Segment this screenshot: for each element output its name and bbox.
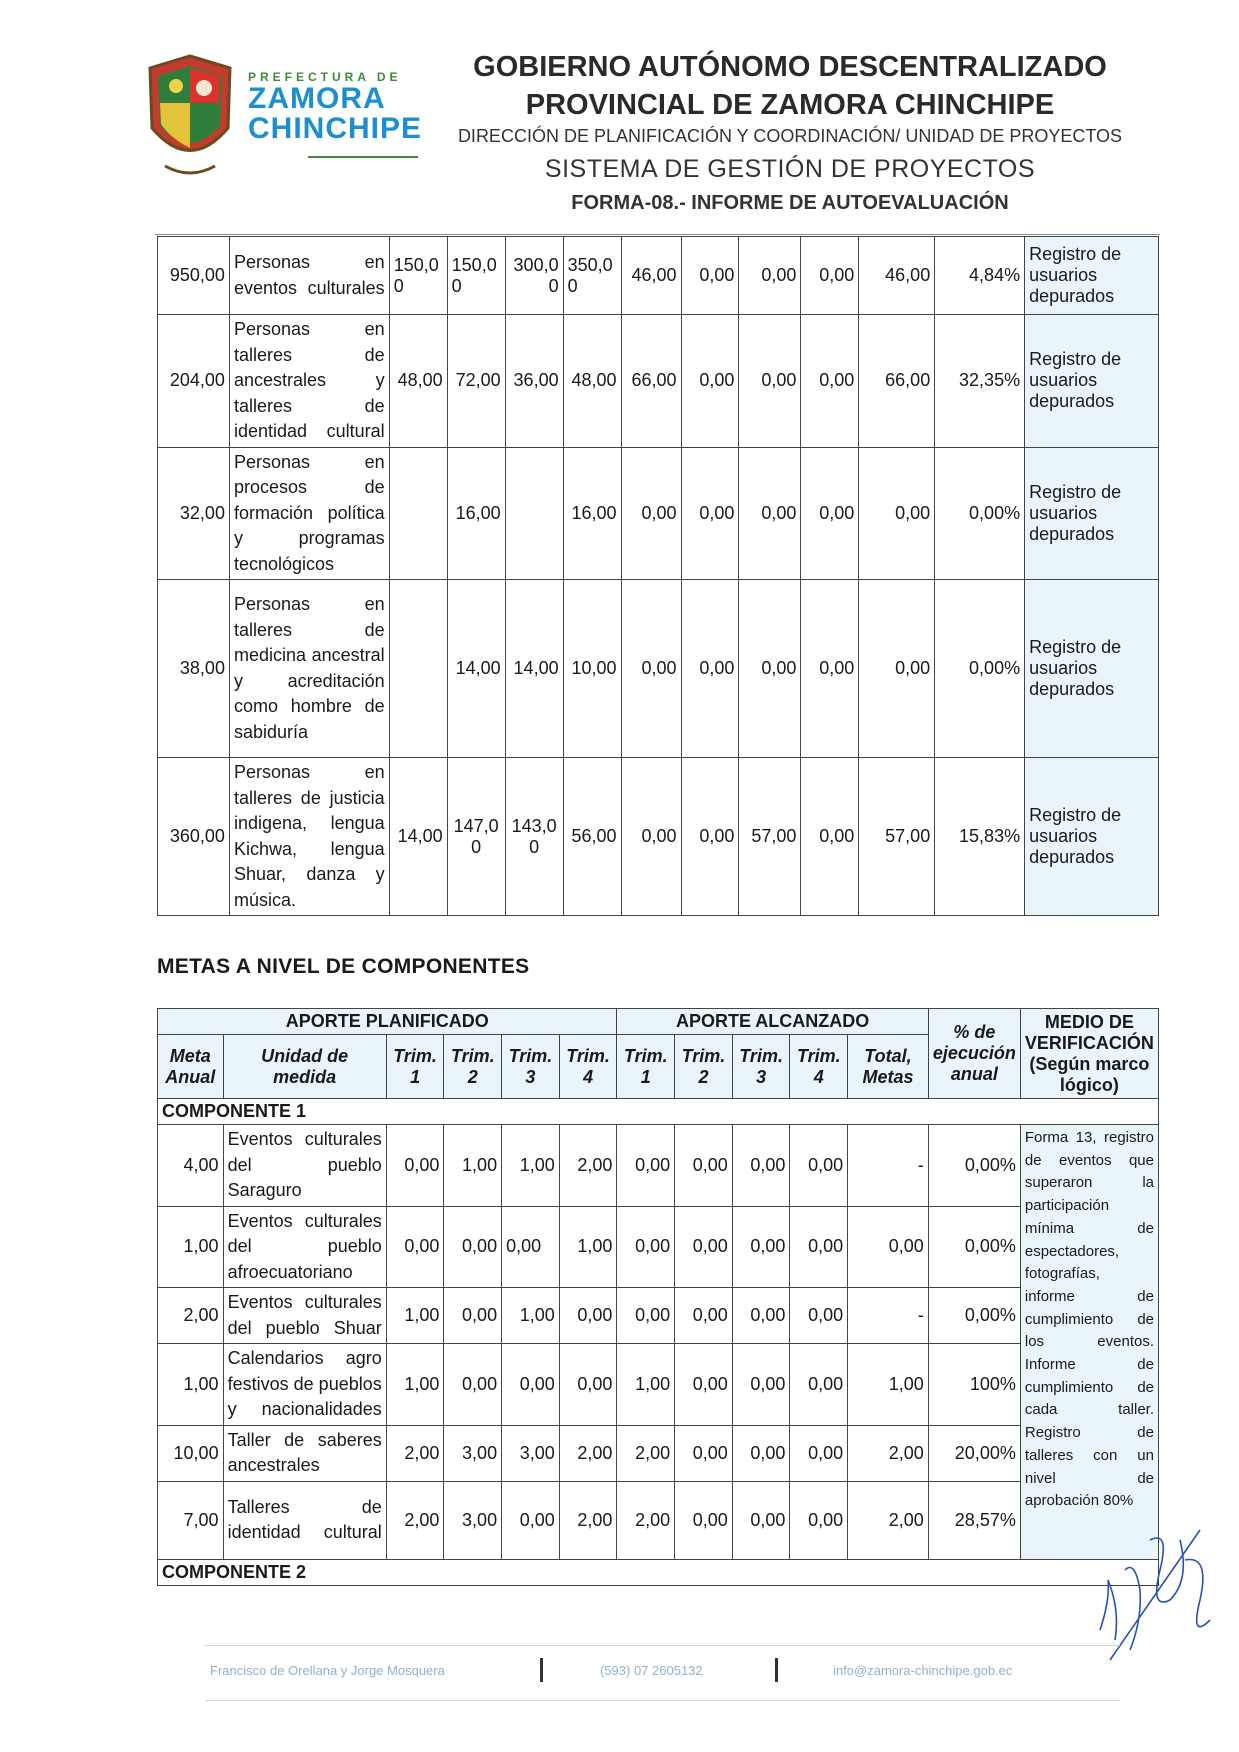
reach-t1-cell: 0,00 <box>621 580 681 758</box>
reach-t1-cell: 0,00 <box>621 447 681 580</box>
unit-header: Unidad de medida <box>223 1035 386 1099</box>
reach-t3-cell: 0,00 <box>732 1206 790 1288</box>
reach-t2-cell: 0,00 <box>675 1481 733 1559</box>
plan-t4-cell: 2,00 <box>559 1425 617 1481</box>
reach-t3-cell: 0,00 <box>732 1425 790 1481</box>
table-row <box>158 580 1159 758</box>
footer-separator <box>775 1658 778 1682</box>
reach-t2-header: Trim. 2 <box>675 1035 733 1099</box>
reach-t2-cell: 0,00 <box>675 1344 733 1426</box>
reach-t3-cell: 0,00 <box>732 1125 790 1207</box>
meta-cell: 32,00 <box>158 447 230 580</box>
meta-cell: 10,00 <box>158 1425 224 1481</box>
reached-header: APORTE ALCANZADO <box>617 1009 928 1035</box>
form-title: FORMA-08.- INFORME DE AUTOEVALUACIÓN <box>571 192 1009 214</box>
plan-t2-header: Trim. 2 <box>444 1035 502 1099</box>
activity-goals-table <box>157 236 1159 916</box>
component-2-label: COMPONENTE 2 <box>158 1559 1159 1585</box>
verification-cell: Registro de usuarios depurados <box>1025 237 1159 315</box>
reach-t3-cell: 57,00 <box>739 758 801 916</box>
verification-header: MEDIO DE VERIFICACIÓN (Según marco lógico) <box>1020 1009 1158 1099</box>
verification-cell: Registro de usuarios depurados <box>1025 758 1159 916</box>
reach-t1-cell: 1,00 <box>617 1344 675 1426</box>
plan-t2-cell: 72,00 <box>447 315 505 448</box>
planned-header: APORTE PLANIFICADO <box>158 1009 617 1035</box>
title-line2: PROVINCIAL DE ZAMORA CHINCHIPE <box>525 89 1055 121</box>
reach-t2-cell: 0,00 <box>681 315 739 448</box>
plan-t1-cell: 2,00 <box>386 1425 444 1481</box>
reach-t2-cell: 0,00 <box>675 1206 733 1288</box>
unit-cell: Personas en eventos culturales <box>229 237 389 315</box>
plan-t3-cell: 1,00 <box>502 1288 560 1344</box>
pct-cell: 100% <box>928 1344 1020 1426</box>
footer-divider-top <box>205 1645 1120 1646</box>
reach-t2-cell: 0,00 <box>681 758 739 916</box>
plan-t4-cell: 10,00 <box>563 580 621 758</box>
total-header: Total, Metas <box>848 1035 929 1099</box>
plan-t3-cell: 36,00 <box>505 315 563 448</box>
total-cell: 1,00 <box>848 1344 929 1426</box>
reach-t1-cell: 66,00 <box>621 315 681 448</box>
plan-t2-cell: 16,00 <box>447 447 505 580</box>
meta-cell: 38,00 <box>158 580 230 758</box>
handwritten-signature <box>1080 1500 1230 1680</box>
plan-t4-cell: 2,00 <box>559 1125 617 1207</box>
meta-cell: 204,00 <box>158 315 230 448</box>
reach-t2-cell: 0,00 <box>681 237 739 315</box>
meta-cell: 950,00 <box>158 237 230 315</box>
reach-t1-cell: 2,00 <box>617 1425 675 1481</box>
component-goals-table <box>157 1008 1159 1586</box>
reach-t4-cell: 0,00 <box>790 1481 848 1559</box>
reach-t3-cell: 0,00 <box>732 1344 790 1426</box>
component-row <box>158 1559 1159 1585</box>
pct-cell: 28,57% <box>928 1481 1020 1559</box>
total-cell: 2,00 <box>848 1425 929 1481</box>
reach-t3-cell: 0,00 <box>739 447 801 580</box>
pct-cell: 0,00% <box>928 1206 1020 1288</box>
unit-cell: Personas en procesos de formación política y programas tecnológicos <box>229 447 389 580</box>
total-cell: 0,00 <box>859 447 935 580</box>
reach-t4-cell: 0,00 <box>801 580 859 758</box>
meta-cell: 1,00 <box>158 1206 224 1288</box>
total-cell: 46,00 <box>859 237 935 315</box>
unit-cell: Calendarios agro festivos de pueblos y nacionalidades <box>223 1344 386 1426</box>
reach-t1-cell: 0,00 <box>621 758 681 916</box>
plan-t1-cell: 14,00 <box>389 758 447 916</box>
plan-t1-cell: 2,00 <box>386 1481 444 1559</box>
verification-cell: Registro de usuarios depurados <box>1025 447 1159 580</box>
reach-t1-header: Trim. 1 <box>617 1035 675 1099</box>
reach-t4-cell: 0,00 <box>801 447 859 580</box>
table-row <box>158 758 1159 916</box>
document-header <box>430 48 1150 215</box>
table-row <box>158 1425 1159 1481</box>
plan-t2-cell: 3,00 <box>444 1425 502 1481</box>
pct-cell: 32,35% <box>935 315 1025 448</box>
verification-cell: Forma 13, registro de eventos que superaron la participación mínima de espectadores, fotografías, informe de cumplimiento de los eventos. Informe de cumplimiento de cada taller. Registro de talleres con un nivel de aprobación 80% <box>1020 1125 1158 1560</box>
plan-t1-cell: 48,00 <box>389 315 447 448</box>
department-subtitle: DIRECCIÓN DE PLANIFICACIÓN Y COORDINACIÓN/ UNIDAD DE PROYECTOS <box>457 126 1123 146</box>
reach-t4-cell: 0,00 <box>790 1125 848 1207</box>
pct-cell: 0,00% <box>935 447 1025 580</box>
pct-cell: 20,00% <box>928 1425 1020 1481</box>
plan-t1-cell: 1,00 <box>386 1344 444 1426</box>
plan-t4-cell: 48,00 <box>563 315 621 448</box>
title-line1: GOBIERNO AUTÓNOMO DESCENTRALIZADO <box>473 51 1107 83</box>
pct-cell: 4,84% <box>935 237 1025 315</box>
reach-t4-cell: 0,00 <box>790 1288 848 1344</box>
table-row <box>158 1125 1159 1207</box>
reach-t1-cell: 2,00 <box>617 1481 675 1559</box>
footer-address: Francisco de Orellana y Jorge Mosquera <box>210 1663 445 1678</box>
plan-t2-cell: 14,00 <box>447 580 505 758</box>
plan-t3-cell: 300,0 0 <box>505 237 563 315</box>
reach-t4-cell: 0,00 <box>801 758 859 916</box>
plan-t1-cell: 0,00 <box>386 1206 444 1288</box>
reach-t4-cell: 0,00 <box>790 1344 848 1426</box>
total-cell: - <box>848 1288 929 1344</box>
plan-t4-cell: 0,00 <box>559 1344 617 1426</box>
reach-t4-cell: 0,00 <box>801 237 859 315</box>
table-row <box>158 315 1159 448</box>
total-cell: 2,00 <box>848 1481 929 1559</box>
pct-cell: 0,00% <box>928 1125 1020 1207</box>
table-row <box>158 1344 1159 1426</box>
pct-cell: 0,00% <box>935 580 1025 758</box>
reach-t1-cell: 0,00 <box>617 1206 675 1288</box>
brand-wordmark <box>248 70 422 158</box>
pct-header: % de ejecución anual <box>928 1009 1020 1099</box>
plan-t3-cell: 14,00 <box>505 580 563 758</box>
total-cell: 0,00 <box>859 580 935 758</box>
reach-t3-cell: 0,00 <box>732 1288 790 1344</box>
plan-t3-cell: 3,00 <box>502 1425 560 1481</box>
unit-cell: Personas en talleres de medicina ancestral y acreditación como hombre de sabiduría <box>229 580 389 758</box>
pct-cell: 0,00% <box>928 1288 1020 1344</box>
footer-separator <box>540 1658 543 1682</box>
reach-t2-cell: 0,00 <box>681 580 739 758</box>
plan-t1-cell <box>389 580 447 758</box>
plan-t2-cell: 0,00 <box>444 1288 502 1344</box>
reach-t4-cell: 0,00 <box>790 1425 848 1481</box>
unit-cell: Taller de saberes ancestrales <box>223 1425 386 1481</box>
total-cell: 57,00 <box>859 758 935 916</box>
plan-t1-cell: 1,00 <box>386 1288 444 1344</box>
unit-cell: Eventos culturales del pueblo Saraguro <box>223 1125 386 1207</box>
header-divider <box>155 234 1160 235</box>
meta-cell: 1,00 <box>158 1344 224 1426</box>
reach-t2-cell: 0,00 <box>681 447 739 580</box>
plan-t3-cell: 0,00 <box>502 1344 560 1426</box>
table-row <box>158 237 1159 315</box>
table-row <box>158 447 1159 580</box>
verification-cell: Registro de usuarios depurados <box>1025 580 1159 758</box>
system-title: SISTEMA DE GESTIÓN DE PROYECTOS <box>544 155 1036 183</box>
meta-cell: 2,00 <box>158 1288 224 1344</box>
reach-t4-header: Trim. 4 <box>790 1035 848 1099</box>
plan-t4-cell: 1,00 <box>559 1206 617 1288</box>
total-cell: 0,00 <box>848 1206 929 1288</box>
plan-t2-cell: 147,0 0 <box>447 758 505 916</box>
unit-cell: Eventos culturales del pueblo Shuar <box>223 1288 386 1344</box>
table-row <box>158 1206 1159 1288</box>
component-1-label: COMPONENTE 1 <box>158 1099 1159 1125</box>
total-cell: 66,00 <box>859 315 935 448</box>
verification-cell: Registro de usuarios depurados <box>1025 315 1159 448</box>
plan-t3-cell: 143,0 0 <box>505 758 563 916</box>
meta-cell: 7,00 <box>158 1481 224 1559</box>
table-row <box>158 1288 1159 1344</box>
brand-small-text: PREFECTURA DE <box>248 70 402 84</box>
plan-t2-cell: 0,00 <box>444 1344 502 1426</box>
reach-t2-cell: 0,00 <box>675 1425 733 1481</box>
plan-t2-cell: 1,00 <box>444 1125 502 1207</box>
reach-t2-cell: 0,00 <box>675 1125 733 1207</box>
table-row <box>158 1481 1159 1559</box>
plan-t4-cell: 350,0 0 <box>563 237 621 315</box>
footer-phone: (593) 07 2605132 <box>600 1663 703 1678</box>
meta-header: Meta Anual <box>158 1035 224 1099</box>
meta-cell: 4,00 <box>158 1125 224 1207</box>
plan-t3-cell: 0,00 <box>502 1206 560 1288</box>
unit-cell: Personas en talleres de ancestrales y talleres de identidad cultural <box>229 315 389 448</box>
section-title: METAS A NIVEL DE COMPONENTES <box>157 955 530 978</box>
reach-t1-cell: 0,00 <box>617 1125 675 1207</box>
plan-t4-cell: 16,00 <box>563 447 621 580</box>
footer-email: info@zamora-chinchipe.gob.ec <box>833 1663 1013 1678</box>
header-row <box>158 1009 1159 1035</box>
plan-t1-header: Trim. 1 <box>386 1035 444 1099</box>
reach-t1-cell: 46,00 <box>621 237 681 315</box>
reach-t4-cell: 0,00 <box>801 315 859 448</box>
footer-divider-bottom <box>205 1700 1120 1701</box>
meta-cell: 360,00 <box>158 758 230 916</box>
plan-t3-header: Trim. 3 <box>502 1035 560 1099</box>
reach-t3-cell: 0,00 <box>739 315 801 448</box>
pct-cell: 15,83% <box>935 758 1025 916</box>
unit-cell: Personas en talleres de justicia indigena, lengua Kichwa, lengua Shuar, danza y música. <box>229 758 389 916</box>
prefecture-logo <box>140 48 240 183</box>
plan-t3-cell <box>505 447 563 580</box>
plan-t1-cell: 0,00 <box>386 1125 444 1207</box>
plan-t3-cell: 1,00 <box>502 1125 560 1207</box>
brand-line2: CHINCHIPE <box>248 112 423 145</box>
component-row <box>158 1099 1159 1125</box>
plan-t4-header: Trim. 4 <box>559 1035 617 1099</box>
plan-t3-cell: 0,00 <box>502 1481 560 1559</box>
plan-t1-cell <box>389 447 447 580</box>
unit-cell: Talleres de identidad cultural <box>223 1481 386 1559</box>
plan-t2-cell: 0,00 <box>444 1206 502 1288</box>
reach-t3-cell: 0,00 <box>739 580 801 758</box>
brand-rule <box>308 156 418 158</box>
plan-t4-cell: 56,00 <box>563 758 621 916</box>
plan-t1-cell: 150,0 0 <box>389 237 447 315</box>
plan-t2-cell: 150,0 0 <box>447 237 505 315</box>
total-cell: - <box>848 1125 929 1207</box>
plan-t4-cell: 2,00 <box>559 1481 617 1559</box>
plan-t2-cell: 3,00 <box>444 1481 502 1559</box>
reach-t1-cell: 0,00 <box>617 1288 675 1344</box>
reach-t3-header: Trim. 3 <box>732 1035 790 1099</box>
reach-t3-cell: 0,00 <box>739 237 801 315</box>
reach-t4-cell: 0,00 <box>790 1206 848 1288</box>
reach-t2-cell: 0,00 <box>675 1288 733 1344</box>
plan-t4-cell: 0,00 <box>559 1288 617 1344</box>
reach-t3-cell: 0,00 <box>732 1481 790 1559</box>
unit-cell: Eventos culturales del pueblo afroecuatoriano <box>223 1206 386 1288</box>
brand-line1: ZAMORA <box>248 82 386 115</box>
